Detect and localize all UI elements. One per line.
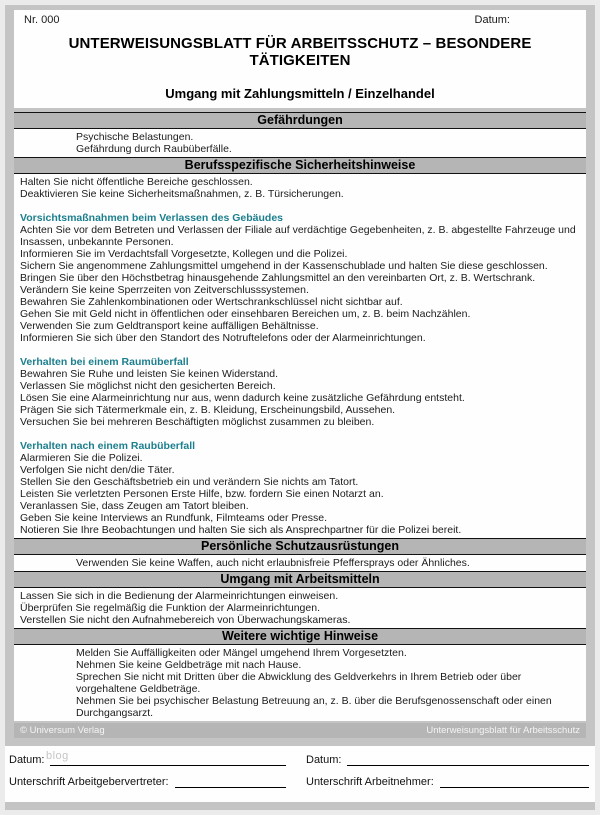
instruction-line: Notieren Sie Ihre Beobachtungen und halten Sie sich als Ansprechpartner für die Polizei bereit.	[20, 524, 462, 536]
instruction-line: Deaktivieren Sie keine Sicherheitsmaßnahmen, z. B. Türsicherungen.	[20, 188, 344, 200]
instruction-line: Veranlassen Sie, dass Zeugen am Tatort bleiben.	[20, 500, 249, 512]
instruction-line: Verwenden Sie keine Waffen, auch nicht erlaubnisfreie Pfeffersprays oder Ähnliches.	[76, 557, 470, 569]
date-label-employee: Datum:	[306, 754, 342, 766]
instruction-line: Überprüfen Sie regelmäßig die Funktion der Alarmeinrichtungen.	[20, 602, 320, 614]
instruction-line: Melden Sie Auffälligkeiten oder Mängel umgehend Ihrem Vorgesetzten.	[76, 647, 407, 659]
employer-signature-line	[175, 776, 286, 788]
date-line-employee	[347, 754, 589, 766]
section-title-bar-3: Umgang mit Arbeitsmitteln	[14, 571, 586, 588]
instruction-line: Informieren Sie im Verdachtsfall Vorgesetzte, Kollegen und die Polizei.	[20, 248, 348, 260]
text-block	[20, 131, 580, 155]
section-content-box-3	[14, 588, 586, 628]
section-title-bar-0: Gefährdungen	[14, 112, 586, 129]
text-block	[20, 176, 580, 200]
subsection-heading: Verhalten bei einem Raumüberfall	[20, 356, 189, 368]
instruction-line: Informieren Sie sich über den Standort des Notruftelefons oder der Alarmeinrichtungen.	[20, 332, 426, 344]
instruction-line: Leisten Sie verletzten Personen Erste Hilfe, bzw. fordern Sie einen Notarzt an.	[20, 488, 384, 500]
instruction-line: Gehen Sie mit Geld nicht in öffentlichen oder einsehbaren Bereichen um, z. B. beim Nachzählen.	[20, 308, 471, 320]
employer-signature-label: Unterschrift Arbeitgebervertreter:	[9, 776, 169, 788]
section-title-bar-1: Berufsspezifische Sicherheitshinweise	[14, 157, 586, 174]
subsection-heading: Verhalten nach einem Raubüberfall	[20, 440, 196, 452]
text-block	[20, 356, 580, 428]
footer-sheet-type: Unterweisungsblatt für Arbeitsschutz	[426, 725, 580, 736]
instruction-line: Verstellen Sie nicht den Aufnahmebereich von Überwachungskameras.	[20, 614, 351, 626]
instruction-line: Achten Sie vor dem Betreten und Verlassen der Filiale auf verdächtige Gegebenheiten, z. B. abgestellte Fahrzeuge und Insassen, unbekannte Personen.	[20, 224, 576, 248]
header-date-label: Datum:	[474, 14, 510, 26]
instruction-sheet	[5, 5, 595, 810]
date-line-employer	[50, 754, 286, 766]
instruction-line: Geben Sie keine Interviews an Rundfunk, Filmteams oder Presse.	[20, 512, 327, 524]
blog-watermark: blog	[46, 750, 69, 762]
instruction-line: Lassen Sie sich in die Bedienung der Alarmeinrichtungen einweisen.	[20, 590, 339, 602]
employee-signature-line	[440, 776, 589, 788]
instruction-line: Verwenden Sie zum Geldtransport keine auffälligen Behältnisse.	[20, 320, 319, 332]
instruction-line: Sprechen Sie nicht mit Dritten über die Abwicklung des Geldverkehrs in Ihrem Betrieb oder über vorgehaltene Geldbeträge.	[76, 671, 522, 695]
text-block	[20, 647, 580, 719]
instruction-line: Alarmieren Sie die Polizei.	[20, 452, 143, 464]
instruction-line: Stellen Sie den Geschäftsbetrieb ein und verändern Sie nichts am Tatort.	[20, 476, 359, 488]
sheet-number: Nr. 000	[24, 14, 60, 26]
date-label-employer: Datum:	[9, 754, 45, 766]
instruction-line: Bringen Sie über den Höchstbetrag hinausgehende Zahlungsmittel an den vereinbarten Ort, z. B. Wertschrank.	[20, 272, 536, 284]
instruction-line: Halten Sie nicht öffentliche Bereiche geschlossen.	[20, 176, 253, 188]
instruction-line: Verändern Sie keine Sperrzeiten von Zeitverschlusssystemen.	[20, 284, 309, 296]
text-block	[20, 590, 580, 626]
document-subtitle: Umgang mit Zahlungsmitteln / Einzelhandel	[165, 86, 435, 101]
instruction-line: Psychische Belastungen.	[76, 131, 194, 143]
instruction-line: Lösen Sie eine Alarmeinrichtung nur aus, wenn dadurch keine zusätzliche Gefährdung entsteht.	[20, 392, 465, 404]
footer-bar	[14, 723, 586, 738]
employee-signature-label: Unterschrift Arbeitnehmer:	[306, 776, 434, 788]
instruction-line: Bewahren Sie Zahlenkombinationen oder Wertschrankschlüssel nicht sichtbar auf.	[20, 296, 403, 308]
sections-container	[14, 112, 586, 721]
instruction-line: Verlassen Sie möglichst nicht den gesicherten Bereich.	[20, 380, 276, 392]
instruction-line: Prägen Sie sich Tätermerkmale ein, z. B. Kleidung, Erscheinungsbild, Aussehen.	[20, 404, 396, 416]
section-content-box-0	[14, 129, 586, 157]
text-block	[20, 440, 580, 536]
text-block	[20, 212, 580, 344]
instruction-line: Bewahren Sie Ruhe und leisten Sie keinen Widerstand.	[20, 368, 278, 380]
text-block	[20, 557, 580, 569]
instruction-line: Versuchen Sie bei mehreren Beschäftigten möglichst zusammen zu bleiben.	[20, 416, 375, 428]
signature-area	[5, 746, 595, 802]
instruction-line: Verfolgen Sie nicht den/die Täter.	[20, 464, 175, 476]
instruction-line: Sichern Sie angenommene Zahlungsmittel umgehend in der Kassenschublade und halten Sie diese geschlossen.	[20, 260, 548, 272]
section-title-bar-2: Persönliche Schutzausrüstungen	[14, 538, 586, 555]
document-title: UNTERWEISUNGSBLATT FÜR ARBEITSSCHUTZ – BESONDERE TÄTIGKEITEN	[68, 35, 532, 69]
subsection-heading: Vorsichtsmaßnahmen beim Verlassen des Gebäudes	[20, 212, 283, 224]
instruction-line: Nehmen Sie keine Geldbeträge mit nach Hause.	[76, 659, 302, 671]
title-box	[14, 10, 586, 108]
instruction-line: Gefährdung durch Raubüberfälle.	[76, 143, 232, 155]
section-content-box-1	[14, 174, 586, 538]
section-title-bar-4: Weitere wichtige Hinweise	[14, 628, 586, 645]
section-content-box-2	[14, 555, 586, 571]
instruction-line: Nehmen Sie bei psychischer Belastung Betreuung an, z. B. über die Berufsgenossenschaft oder einen Durchgangsarzt.	[76, 695, 552, 719]
footer-copyright: © Universum Verlag	[20, 725, 105, 736]
section-content-box-4	[14, 645, 586, 721]
